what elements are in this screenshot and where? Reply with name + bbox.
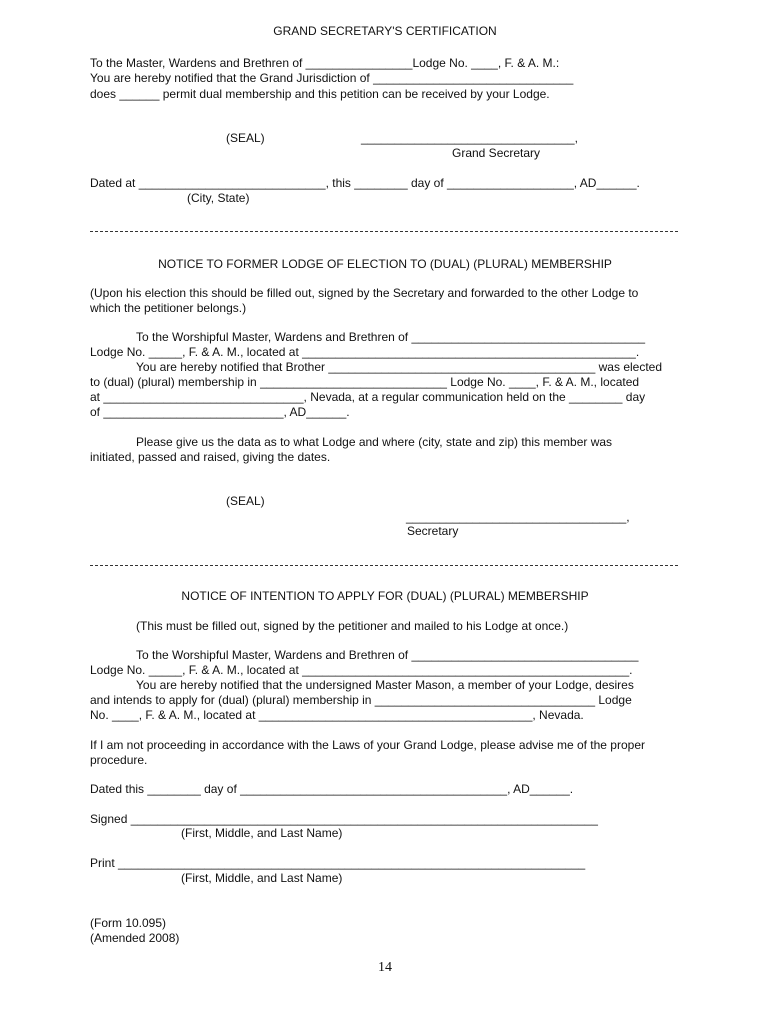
grand-secretary-signature-line: ________________________________, <box>361 131 578 145</box>
former-request-line-1: Please give us the data as to what Lodge and where (city, state and zip) this member was <box>136 435 613 449</box>
secretary-label: Secretary <box>407 524 459 538</box>
former-intro-line-2: which the petitioner belongs.) <box>90 301 247 315</box>
intention-dated-line: Dated this ________ day of ________________________________________, AD______. <box>90 782 574 796</box>
section-separator <box>90 231 678 232</box>
intention-para-line-4: and intends to apply for (dual) (plural) membership in _________________________________ Lodge <box>90 693 632 707</box>
intention-laws-line-2: procedure. <box>90 753 148 767</box>
signed-line: Signed ______________________________________________________________________ <box>90 812 598 826</box>
page-number: 14 <box>378 960 392 975</box>
print-line: Print ______________________________________________________________________ <box>90 856 586 870</box>
cert-line-2: You are hereby notified that the Grand Jurisdiction of ______________________________ <box>90 71 574 85</box>
former-para-line-4: to (dual) (plural) membership in ____________________________ Lodge No. ____, F. & A. M., located <box>90 375 640 389</box>
former-request-line-2: initiated, passed and raised, giving the dates. <box>90 450 331 464</box>
intention-note: (This must be filled out, signed by the petitioner and mailed to his Lodge at once.) <box>136 619 569 633</box>
cert-title: GRAND SECRETARY'S CERTIFICATION <box>273 24 497 38</box>
former-para-line-6: of ___________________________, AD______. <box>90 405 350 419</box>
print-name-hint: (First, Middle, and Last Name) <box>181 871 343 885</box>
intention-para-line-2: Lodge No. _____, F. & A. M., located at _________________________________________________. <box>90 663 633 677</box>
cert-line-3: does ______ permit dual membership and this petition can be received by your Lodge. <box>90 87 550 101</box>
former-seal: (SEAL) <box>226 494 265 508</box>
amended-note: (Amended 2008) <box>90 931 180 945</box>
secretary-signature-line: _________________________________, <box>406 510 630 524</box>
form-number: (Form 10.095) <box>90 916 167 930</box>
former-para-line-5: at ______________________________, Nevada, at a regular communication held on the ________ day <box>90 390 646 404</box>
former-para-line-1: To the Worshipful Master, Wardens and Brethren of ___________________________________ <box>136 330 646 344</box>
former-intro-line-1: (Upon his election this should be filled out, signed by the Secretary and forwarded to the other Lodge to <box>90 286 639 300</box>
former-lodge-title: NOTICE TO FORMER LODGE OF ELECTION TO (DUAL) (PLURAL) MEMBERSHIP <box>158 257 612 271</box>
cert-seal: (SEAL) <box>226 131 265 145</box>
grand-secretary-label: Grand Secretary <box>452 146 541 160</box>
intention-para-line-5: No. ____, F. & A. M., located at _________________________________________, Nevada. <box>90 708 584 722</box>
cert-dated-line: Dated at ____________________________, this ________ day of ___________________, AD______. <box>90 176 640 190</box>
former-para-line-2: Lodge No. _____, F. & A. M., located at __________________________________________________. <box>90 345 640 359</box>
intention-para-line-1: To the Worshipful Master, Wardens and Brethren of __________________________________ <box>136 648 639 662</box>
intention-title: NOTICE OF INTENTION TO APPLY FOR (DUAL) (PLURAL) MEMBERSHIP <box>181 589 589 603</box>
intention-laws-line-1: If I am not proceeding in accordance with the Laws of your Grand Lodge, please advise me of the proper <box>90 738 645 752</box>
signed-name-hint: (First, Middle, and Last Name) <box>181 826 343 840</box>
intention-para-line-3: You are hereby notified that the undersigned Master Mason, a member of your Lodge, desires <box>136 678 634 692</box>
section-separator <box>90 565 678 566</box>
former-para-line-3: You are hereby notified that Brother ________________________________________ was elected <box>136 360 663 374</box>
cert-line-1: To the Master, Wardens and Brethren of ________________Lodge No. ____, F. & A. M.: <box>90 56 560 70</box>
cert-city-state-hint: (City, State) <box>187 191 250 205</box>
